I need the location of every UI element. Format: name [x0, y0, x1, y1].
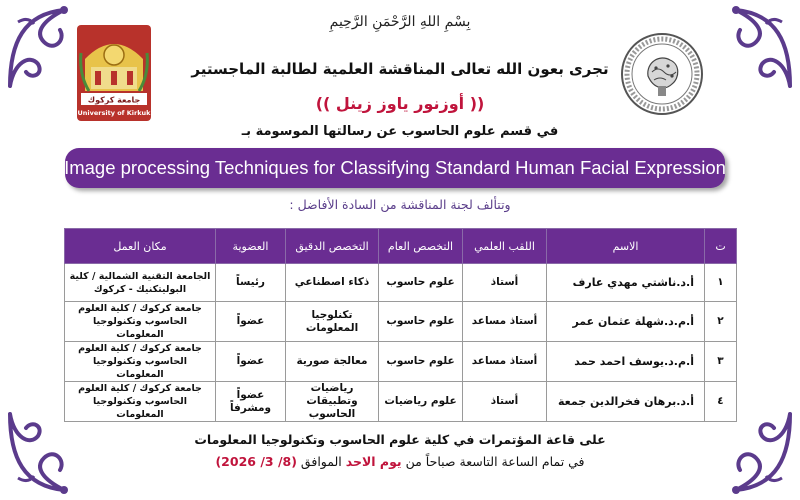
department-line: في قسم علوم الحاسوب عن رسالتها الموسومة بـ	[241, 124, 559, 139]
cell-role: عضواً	[216, 302, 286, 342]
cell-workplace: جامعة كركوك / كلية العلوم الحاسوب وتكنولوجيا المعلومات	[65, 382, 216, 422]
table-row	[65, 342, 737, 382]
cell-general: علوم حاسوب	[379, 342, 463, 382]
cell-name: أ.د.برهان فخرالدين جمعة	[547, 382, 705, 422]
table-row	[65, 264, 737, 302]
cell-number: ٤	[705, 382, 737, 422]
time-text: في تمام الساعة التاسعة صباحاً من	[405, 454, 585, 469]
table-header-row	[65, 229, 737, 264]
cell-workplace: جامعة كركوك / كلية العلوم الحاسوب وتكنولوجيا المعلومات	[65, 302, 216, 342]
committee-intro: وتتألف لجنة المناقشة من السادة الأفاضل :	[289, 197, 511, 212]
cell-name: أ.م.د.شهلة عثمان عمر	[547, 302, 705, 342]
cell-title: أستاذ مساعد	[463, 342, 547, 382]
col-header-specific: التخصص الدقيق	[286, 229, 379, 264]
date-text: (8/ 3/ 2026)	[215, 454, 297, 469]
cell-number: ٢	[705, 302, 737, 342]
cell-title: أستاذ	[463, 382, 547, 422]
col-header-workplace: مكان العمل	[65, 229, 216, 264]
table-row	[65, 382, 737, 422]
cell-name: أ.د.ناشتي مهدي عارف	[547, 264, 705, 302]
col-header-role: العضوية	[216, 229, 286, 264]
venue-line: على قاعة المؤتمرات في كلية علوم الحاسوب وتكنولوجيا المعلومات	[194, 432, 606, 447]
cell-role: عضواً ومشرفاً	[216, 382, 286, 422]
cell-specific: معالجة صورية	[286, 342, 379, 382]
cell-specific: ذكاء اصطناعي	[286, 264, 379, 302]
announcement-line: تجرى بعون الله تعالى المناقشة العلمية لطالبة الماجستير	[191, 60, 609, 78]
cell-number: ٣	[705, 342, 737, 382]
cell-name: أ.م.د.يوسف احمد حمد	[547, 342, 705, 382]
cell-title: أستاذ	[463, 264, 547, 302]
cell-general: علوم حاسوب	[379, 302, 463, 342]
cell-specific: رياضيات وتطبيقات الحاسوب	[286, 382, 379, 422]
cell-specific: تكنلوجيا المعلومات	[286, 302, 379, 342]
logo-english-text: University of Kirkuk	[77, 109, 151, 117]
day-text: يوم الاحد	[345, 454, 402, 469]
table-row	[65, 302, 737, 342]
col-header-title: اللقب العلمي	[463, 229, 547, 264]
cell-workplace: الجامعة التقنية الشمالية / كلية البوليتكنيك - كركوك	[65, 264, 216, 302]
student-name: (( أوزنور ياوز زينل ))	[315, 94, 485, 113]
basmala: بِسْمِ اللهِ الرَّحْمَنِ الرَّحِيمِ	[329, 14, 471, 30]
col-header-number: ت	[705, 229, 737, 264]
col-header-name: الاسم	[547, 229, 705, 264]
logo-arabic-text: جامعة كركوك	[87, 95, 141, 105]
cell-workplace: جامعة كركوك / كلية العلوم الحاسوب وتكنولوجيا المعلومات	[65, 342, 216, 382]
time-line	[0, 454, 800, 469]
col-header-general: التخصص العام	[379, 229, 463, 264]
thesis-title-banner: Image processing Techniques for Classifying Standard Human Facial Expression	[65, 148, 725, 188]
cell-title: أستاذ مساعد	[463, 302, 547, 342]
cell-role: رئيساً	[216, 264, 286, 302]
cell-general: علوم رياضيات	[379, 382, 463, 422]
committee-table	[64, 228, 737, 422]
cell-number: ١	[705, 264, 737, 302]
date-prefix: الموافق	[300, 454, 342, 469]
cell-general: علوم حاسوب	[379, 264, 463, 302]
cell-role: عضواً	[216, 342, 286, 382]
